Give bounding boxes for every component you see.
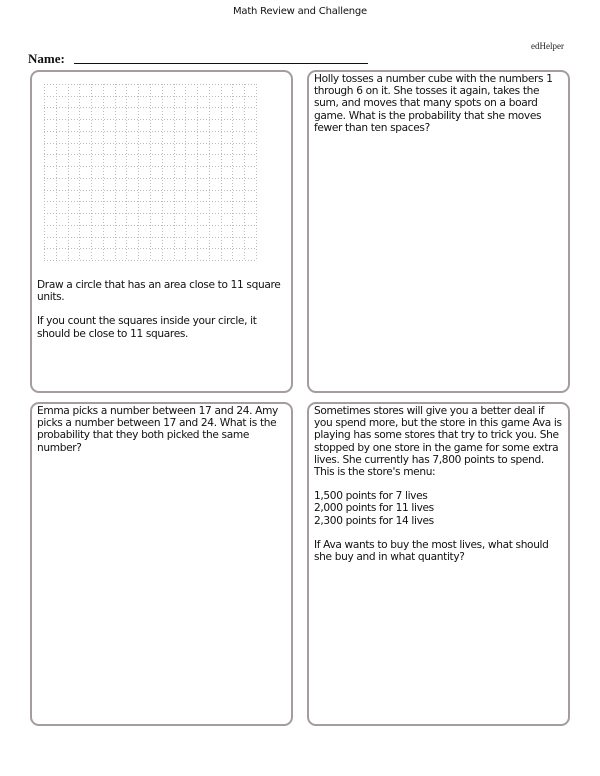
problem-text [37, 279, 287, 340]
problem-paragraph: Holly tosses a number cube with the numbers 1 through 6 on it. She tosses it again, takes the sum, and moves that many spots on a board game. What is the probability that she moves fewer than ten spaces? [314, 73, 553, 134]
dotted-grid[interactable] [44, 84, 257, 261]
problem-box-circle-area [30, 70, 293, 393]
store-menu [314, 490, 564, 527]
name-answer-line[interactable] [74, 63, 368, 64]
name-label: Name: [28, 51, 65, 66]
problem-text [314, 73, 564, 134]
problem-paragraph: If you count the squares inside your circle, it should be close to 11 squares. [37, 315, 257, 340]
menu-item: 2,300 points for 14 lives [314, 514, 434, 527]
problem-paragraph: Sometimes stores will give you a better deal if you spend more, but the store in this game Ava is playing has some stores that try to trick you. She stopped by one store in the game for some extra lives. She currently has 7,800 points to spend. This is the store's menu: [314, 405, 562, 479]
problem-question: If Ava wants to buy the most lives, what should she buy and in what quantity? [314, 538, 549, 564]
problem-box-store-lives [307, 402, 570, 726]
worksheet-title: Math Review and Challenge [232, 6, 368, 17]
problem-text [37, 405, 287, 454]
problem-box-number-cube [307, 70, 570, 393]
problem-paragraph: Emma picks a number between 17 and 24. Amy picks a number between 17 and 24. What is the probability that they both picked the same number? [37, 405, 278, 454]
problem-text [314, 405, 564, 563]
menu-item: 1,500 points for 7 lives [314, 490, 428, 503]
problem-box-pick-number [30, 402, 293, 726]
problem-paragraph: Draw a circle that has an area close to 11 square units. [37, 279, 281, 304]
brand-label: edHelper [531, 41, 564, 51]
menu-item: 2,000 points for 11 lives [314, 502, 434, 515]
dotted-grid-svg [44, 84, 257, 261]
